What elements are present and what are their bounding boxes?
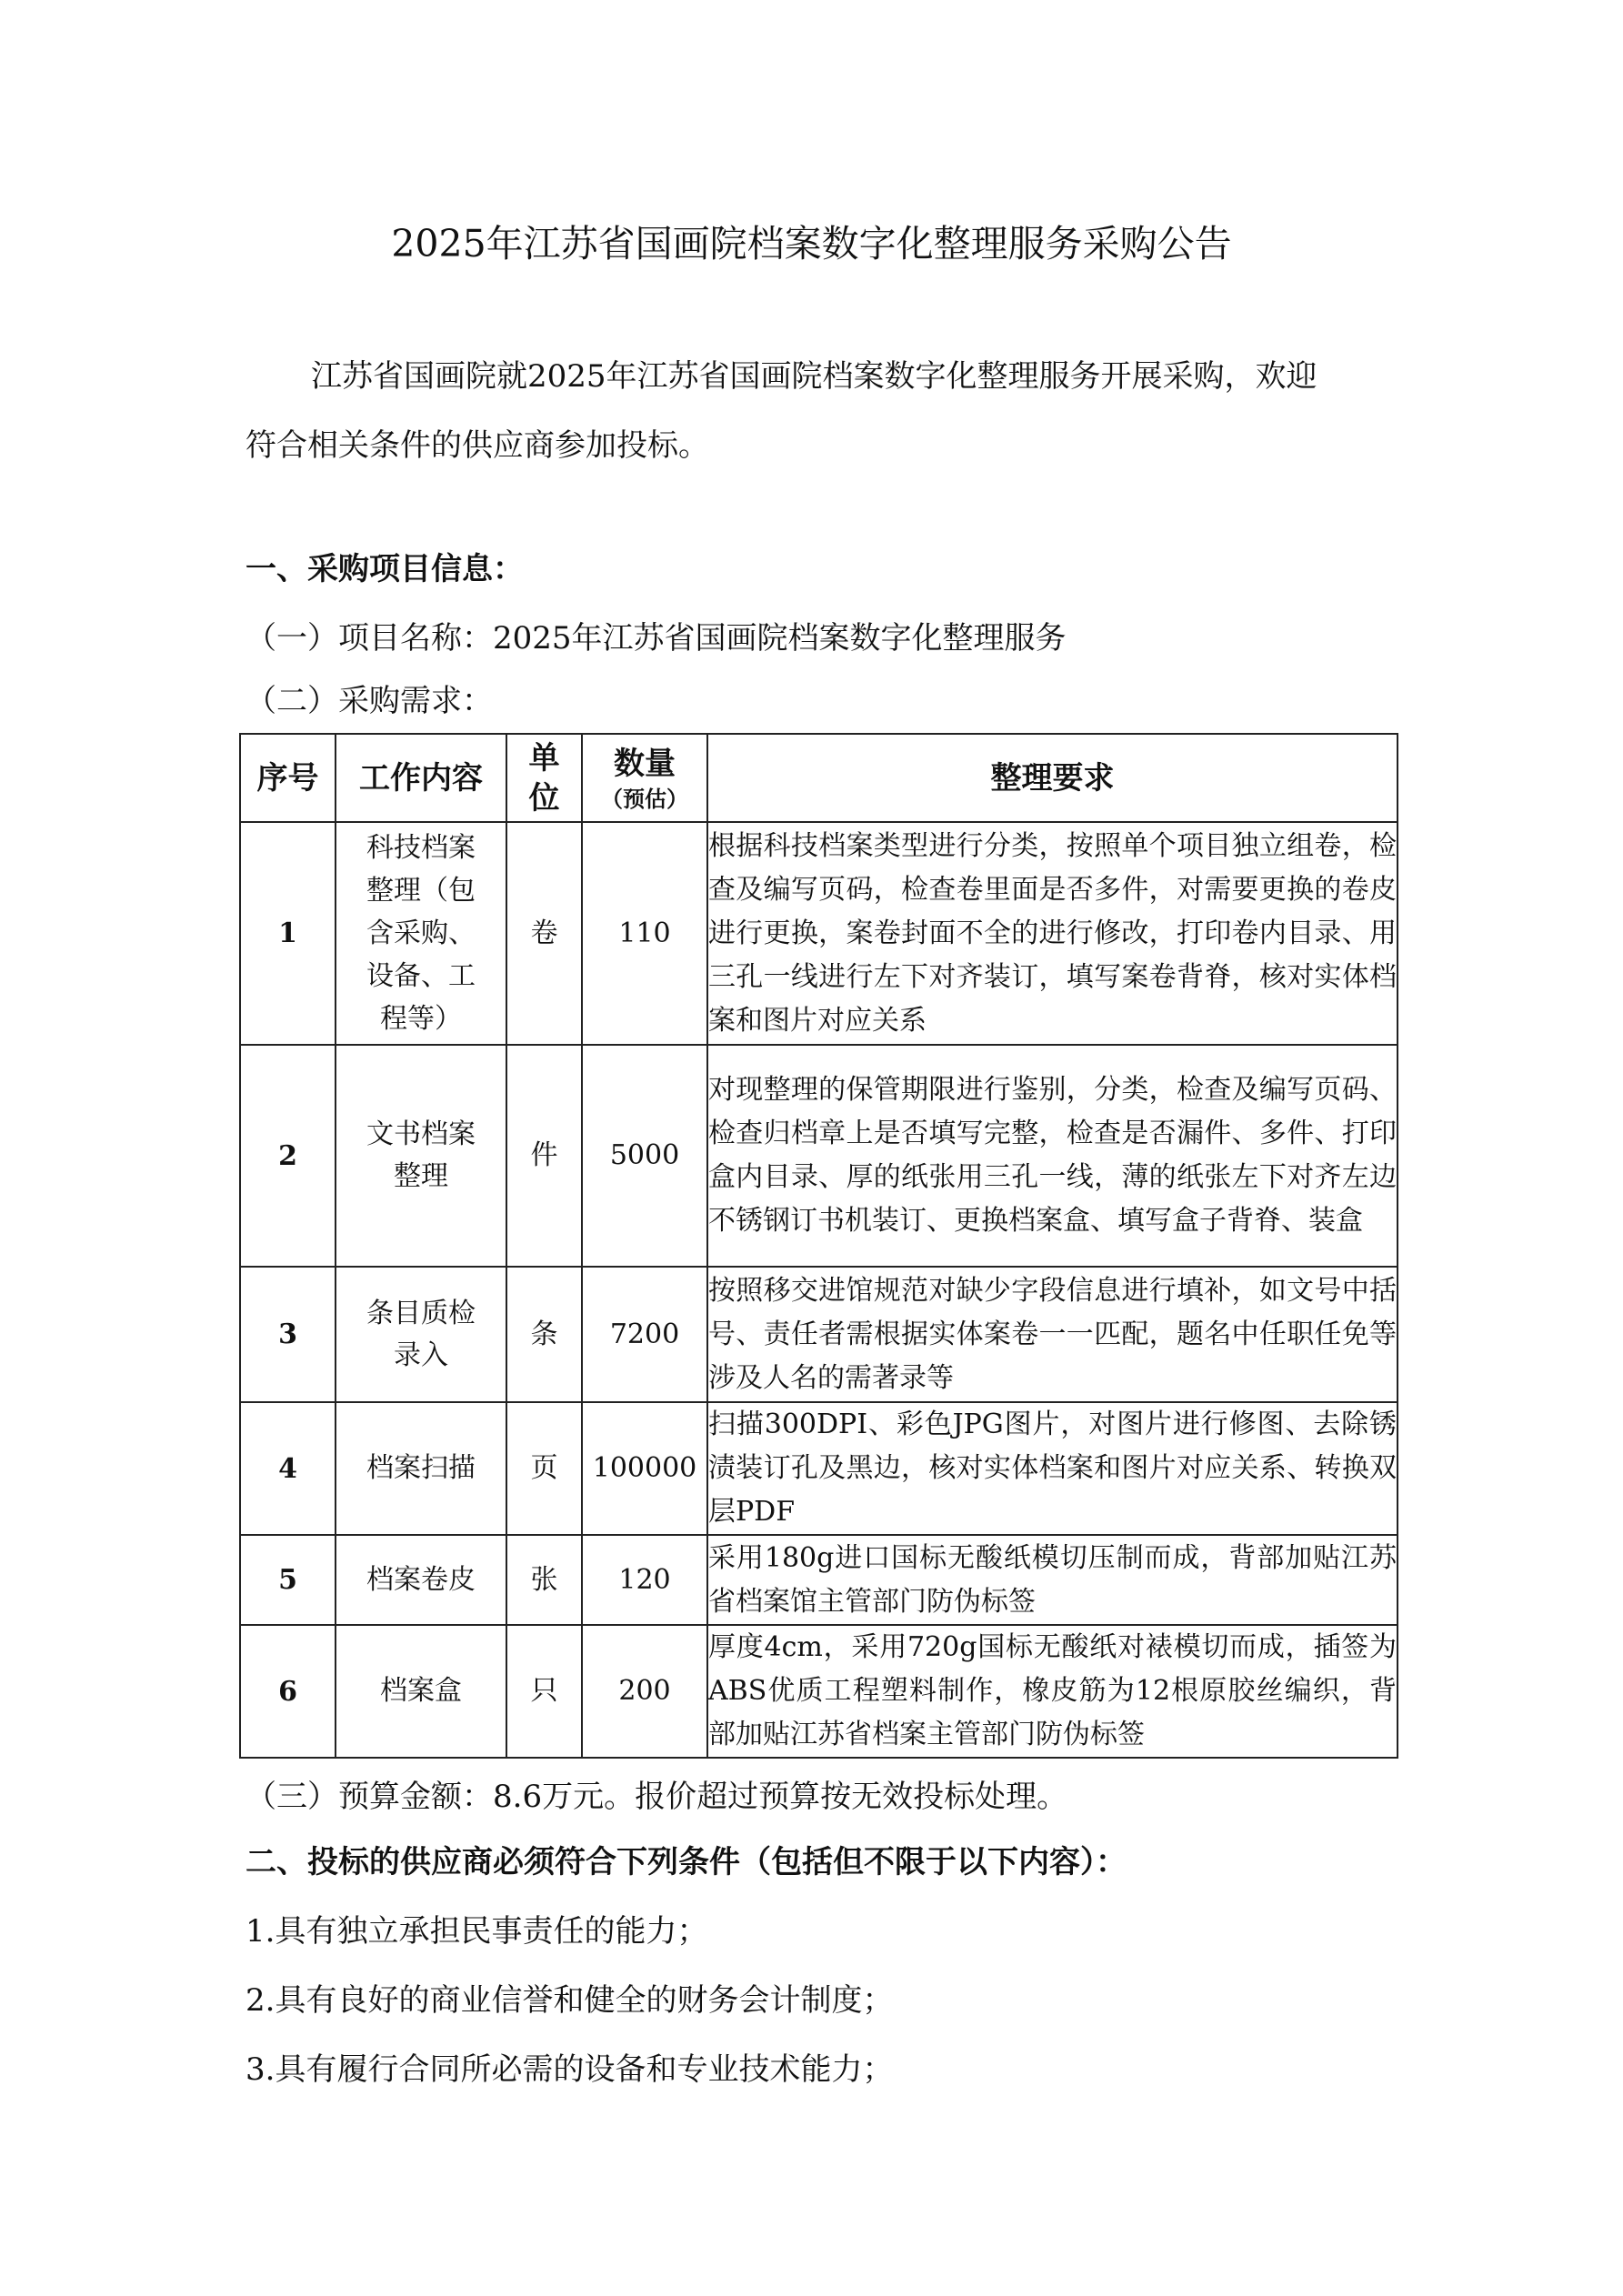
table-row [240, 1045, 1398, 1267]
row-seq: 6 [240, 1625, 336, 1758]
requirements-label: （二）采购需求： [245, 683, 493, 719]
row-qty: 120 [582, 1535, 707, 1625]
row-requirement: 按照移交进馆规范对缺少字段信息进行填补，如文号中括号、责任者需根据实体案卷一一匹配，题名中任职任免等涉及人名的需著录等 [707, 1267, 1398, 1402]
row-requirement: 对现整理的保管期限进行鉴别，分类，检查及编写页码、检查归档章上是否填写完整，检查是否漏件、多件、打印盒内目录、厚的纸张用三孔一线，薄的纸张左下对齐左边不锈钢订书机装订、更换档案盒、填写盒子背脊、装盒 [707, 1045, 1398, 1267]
row-seq: 5 [240, 1535, 336, 1625]
header-qty-label: 数量 [614, 745, 676, 782]
intro-line-1: 江苏省国画院就2025年江苏省国画院档案数字化整理服务开展采购，欢迎 [311, 358, 1317, 395]
table-row [240, 1402, 1398, 1535]
header-seq: 序号 [240, 734, 336, 822]
row-qty: 200 [582, 1625, 707, 1758]
table-row [240, 822, 1398, 1045]
table-row [240, 1625, 1398, 1758]
row-unit: 张 [506, 1535, 582, 1625]
row-work: 条目质检录入 [336, 1267, 506, 1402]
row-qty: 7200 [582, 1267, 707, 1402]
row-qty: 110 [582, 822, 707, 1045]
row-seq: 4 [240, 1402, 336, 1535]
row-unit: 只 [506, 1625, 582, 1758]
table-header-row [240, 734, 1398, 822]
row-work: 科技档案整理（包含采购、设备、工程等） [336, 822, 506, 1045]
condition-item-3: 3.具有履行合同所必需的设备和专业技术能力； [245, 2051, 894, 2088]
header-work: 工作内容 [336, 734, 506, 822]
table-row [240, 1535, 1398, 1625]
header-unit: 单位 [506, 734, 582, 822]
row-unit: 条 [506, 1267, 582, 1402]
row-work: 档案盒 [336, 1625, 506, 1758]
project-name: （一）项目名称：2025年江苏省国画院档案数字化整理服务 [245, 620, 1067, 657]
row-qty: 100000 [582, 1402, 707, 1535]
budget-line: （三）预算金额：8.6万元。报价超过预算按无效投标处理。 [245, 1779, 1068, 1815]
row-unit: 卷 [506, 822, 582, 1045]
row-requirement: 根据科技档案类型进行分类，按照单个项目独立组卷，检查及编写页码，检查卷里面是否多件，对需要更换的卷皮进行更换，案卷封面不全的进行修改，打印卷内目录、用三孔一线进行左下对齐装订，填写案卷背脊，核对实体档案和图片对应关系 [707, 822, 1398, 1045]
row-qty: 5000 [582, 1045, 707, 1267]
row-seq: 3 [240, 1267, 336, 1402]
row-work: 档案卷皮 [336, 1535, 506, 1625]
row-requirement: 采用180g进口国标无酸纸模切压制而成，背部加贴江苏省档案馆主管部门防伪标签 [707, 1535, 1398, 1625]
row-work: 档案扫描 [336, 1402, 506, 1535]
section-2-heading: 二、投标的供应商必须符合下列条件（包括但不限于以下内容）： [245, 1844, 1127, 1880]
row-unit: 件 [506, 1045, 582, 1267]
row-work: 文书档案整理 [336, 1045, 506, 1267]
row-unit: 页 [506, 1402, 582, 1535]
condition-item-1: 1.具有独立承担民事责任的能力； [245, 1913, 708, 1950]
condition-item-2: 2.具有良好的商业信誉和健全的财务会计制度； [245, 1982, 894, 2019]
row-requirement: 扫描300DPI、彩色JPG图片，对图片进行修图、去除锈渍装订孔及黑边，核对实体档案和图片对应关系、转换双层PDF [707, 1402, 1398, 1535]
section-1-heading: 一、采购项目信息： [245, 551, 524, 587]
header-requirement: 整理要求 [707, 734, 1398, 822]
requirements-table [239, 733, 1398, 1759]
intro-line-2: 符合相关条件的供应商参加投标。 [245, 427, 709, 464]
row-seq: 1 [240, 822, 336, 1045]
row-seq: 2 [240, 1045, 336, 1267]
header-qty [582, 734, 707, 822]
table-row [240, 1267, 1398, 1402]
page-title: 2025年江苏省国画院档案数字化整理服务采购公告 [391, 222, 1232, 266]
header-qty-note: （预估） [601, 786, 688, 812]
row-requirement: 厚度4cm，采用720g国标无酸纸对裱模切而成，插签为ABS优质工程塑料制作，橡皮筋为12根原胶丝编织，背部加贴江苏省档案主管部门防伪标签 [707, 1625, 1398, 1758]
